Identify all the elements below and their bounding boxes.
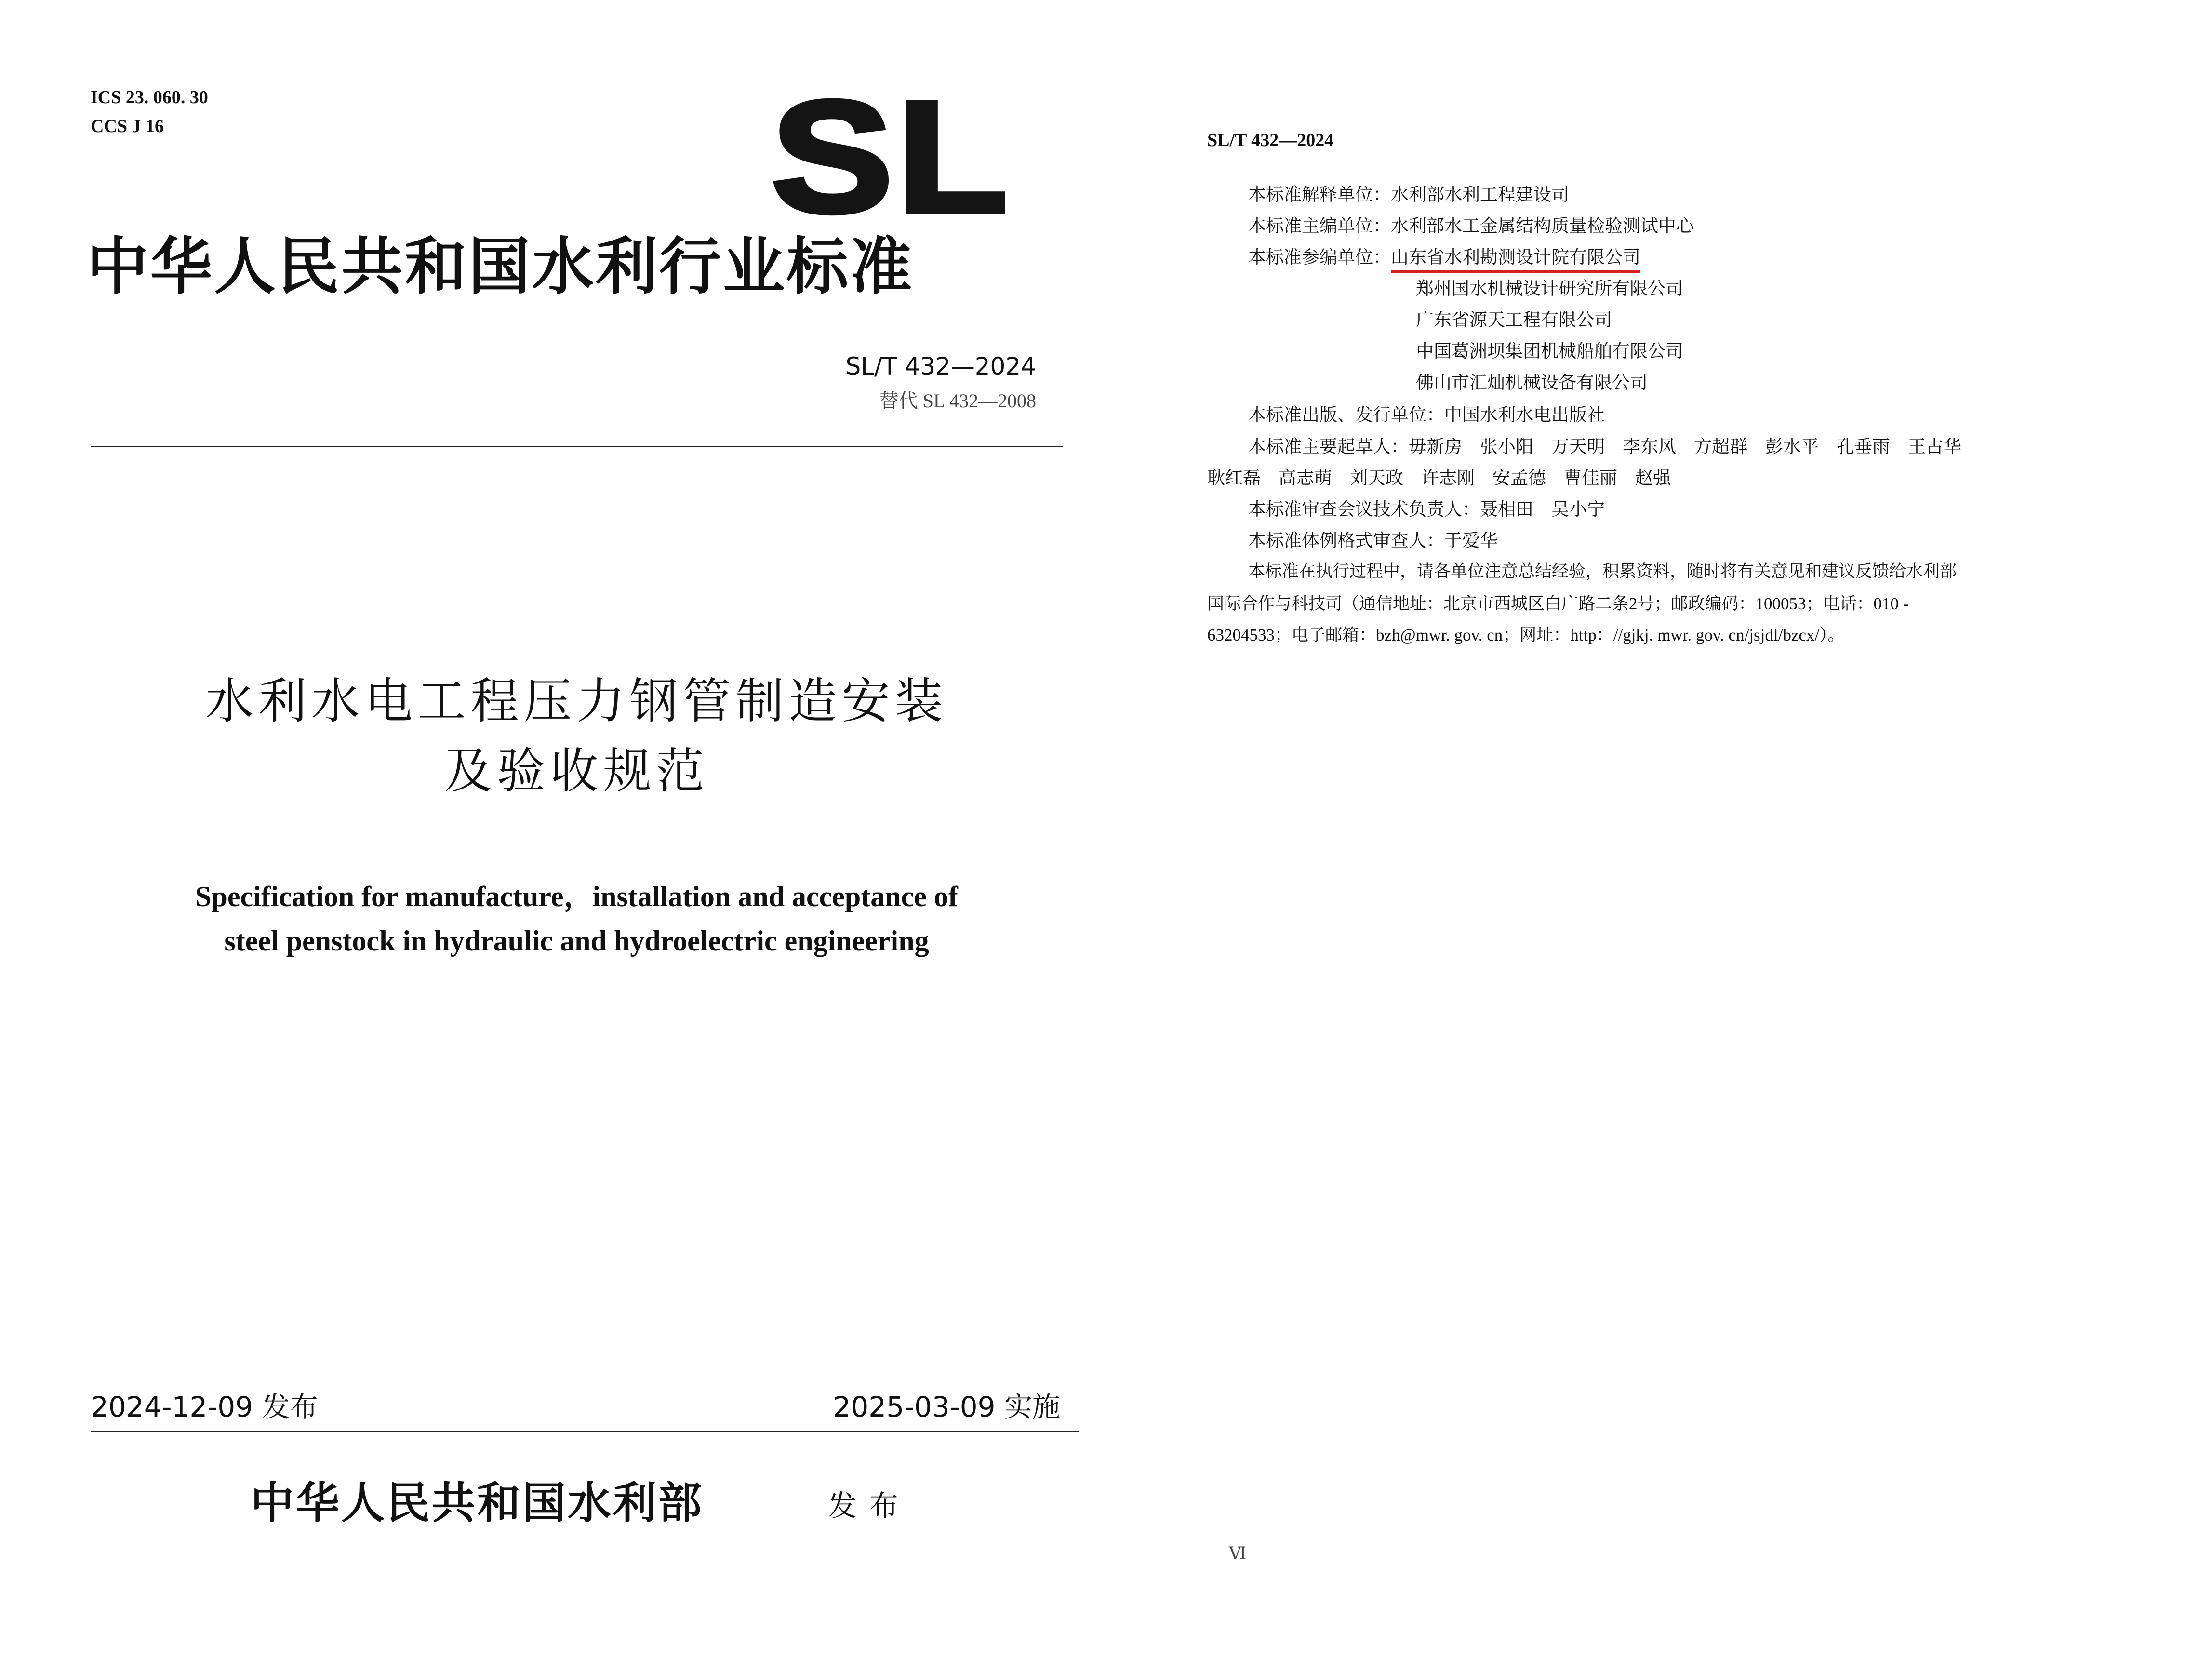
co-editor-item: 广东省源天工程有限公司 xyxy=(1416,309,1612,330)
title-cn-line1: 水利水电工程压力钢管制造安装 xyxy=(205,673,948,729)
interpret-unit-label: 本标准解释单位： xyxy=(1248,184,1391,205)
format-reviewer-label: 本标准体例格式审查人： xyxy=(1248,530,1444,551)
release-date: 2024-12-09 发布 xyxy=(91,1391,318,1423)
publisher-label: 本标准出版、发行单位： xyxy=(1248,404,1444,425)
classification-codes xyxy=(91,83,208,141)
publish-label: 发布 xyxy=(828,1489,911,1523)
feedback-line3: 63204533；电子邮箱：bzh@mwr. gov. cn；网址：http：//gjkj. mwr. gov. cn/jsjdl/bzcx/）。 xyxy=(1207,626,1845,644)
header-divider xyxy=(91,446,1063,447)
interpret-unit-value: 水利部水利工程建设司 xyxy=(1391,184,1569,205)
title-en-line2: steel penstock in hydraulic and hydroelectric engineering xyxy=(224,925,929,957)
chief-editor-value: 水利部水工金属结构质量检验测试中心 xyxy=(1391,215,1694,236)
publisher-row xyxy=(1248,406,1605,424)
title-cn-line2: 及验收规范 xyxy=(444,743,709,799)
feedback-line2: 国际合作与科技司（通信地址：北京市西城区白广路二条2号；邮政编码：100053；电话：010 - xyxy=(1207,594,1909,613)
interpret-unit-row xyxy=(1248,186,1569,203)
ics-code: ICS 23. 060. 30 xyxy=(91,87,208,107)
chief-editor-label: 本标准主编单位： xyxy=(1248,215,1391,236)
co-editor-item: 佛山市汇灿机械设备有限公司 xyxy=(1416,372,1648,393)
co-editor-highlighted: 山东省水利勘测设计院有限公司 xyxy=(1391,247,1640,273)
standard-number: SL/T 432—2024 xyxy=(845,352,1036,380)
sl-logo: SL xyxy=(771,67,1012,245)
footer-divider xyxy=(91,1431,1079,1432)
publisher-value: 中国水利水电出版社 xyxy=(1444,404,1605,425)
drafters-line1: 毋新房 张小阳 万天明 李东风 方超群 彭水平 孔垂雨 王占华 xyxy=(1409,436,1961,457)
page-number: Ⅵ xyxy=(1229,1544,1247,1563)
drafters-label: 本标准主要起草人： xyxy=(1248,436,1409,457)
implementation-date: 2025-03-09 实施 xyxy=(833,1391,1060,1423)
industry-standard-title: 中华人民共和国水利行业标准 xyxy=(87,233,914,301)
replaces-note: 替代 SL 432—2008 xyxy=(879,390,1036,412)
drafters-line2: 耿红磊 高志萌 刘天政 许志刚 安孟德 曹佳丽 赵强 xyxy=(1207,468,1671,488)
ccs-code: CCS J 16 xyxy=(91,116,164,136)
running-header-standard-number: SL/T 432—2024 xyxy=(1207,130,1334,150)
publisher-name: 中华人民共和国水利部 xyxy=(251,1480,704,1527)
co-editor-row xyxy=(1248,248,1640,266)
format-reviewer-row xyxy=(1248,532,1498,549)
review-lead-row xyxy=(1248,500,1605,518)
title-en-line1: Specification for manufacture，installation and acceptance of xyxy=(195,881,958,912)
review-lead-label: 本标准审查会议技术负责人： xyxy=(1248,499,1480,520)
co-editor-item: 郑州国水机械设计研究所有限公司 xyxy=(1416,278,1683,299)
format-reviewer-value: 于爱华 xyxy=(1444,530,1498,551)
review-lead-value: 聂相田 吴小宁 xyxy=(1480,499,1605,520)
feedback-line1: 本标准在执行过程中，请各单位注意总结经验，积累资料，随时将有关意见和建议反馈给水利部 xyxy=(1248,562,1957,581)
drafters-row xyxy=(1248,438,1961,455)
co-editor-label: 本标准参编单位： xyxy=(1248,247,1391,268)
chief-editor-row xyxy=(1248,217,1694,235)
co-editor-item: 中国葛洲坝集团机械船舶有限公司 xyxy=(1416,341,1683,361)
